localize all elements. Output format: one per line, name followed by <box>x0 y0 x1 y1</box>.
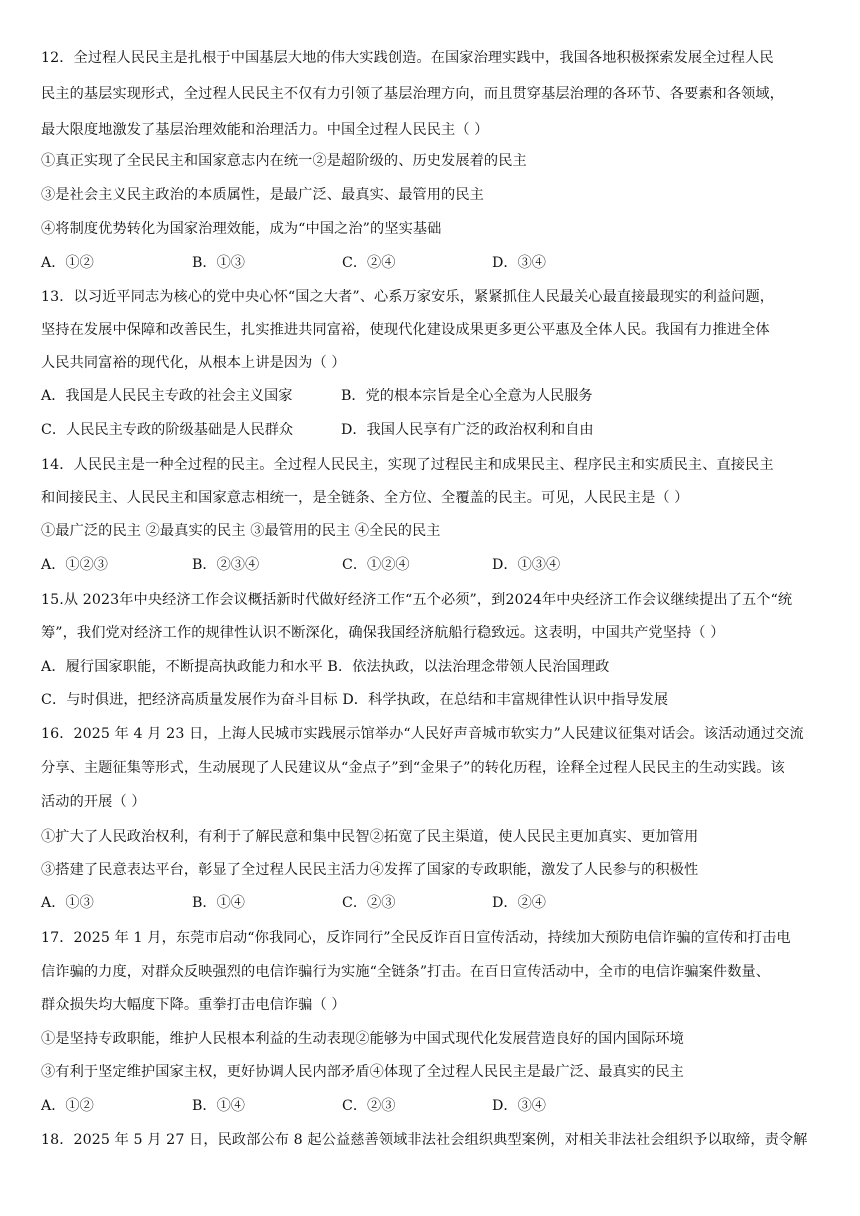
option-c[interactable]: C．②③ <box>342 1098 396 1114</box>
q13-stem-line-1: 13．以习近平同志为核心的党中央心怀“国之大者”、心系万家安乐，紧紧抓住人民最关心最直接最现实的利益问题， <box>41 289 775 305</box>
option-d[interactable]: D．③④ <box>492 255 546 271</box>
option-c[interactable]: C．①②④ <box>342 557 410 573</box>
q12-options <box>41 253 831 273</box>
q15-stem-line-2: 筹”，我们党对经济工作的规律性认识不断深化，确保我国经济航船行稳致远。这表明，中国共产党坚持（ ） <box>41 625 725 641</box>
option-a[interactable]: A．①②③ <box>41 557 108 573</box>
option-c[interactable]: C．②③ <box>342 895 396 911</box>
option-b[interactable]: B．①③ <box>192 255 245 271</box>
q12-statement-2: ③是社会主义民主政治的本质属性，是最广泛、最真实、最管用的民主 <box>41 187 484 203</box>
option-c[interactable]: C．②④ <box>342 255 396 271</box>
option-b[interactable]: B．②③④ <box>192 557 260 573</box>
option-c[interactable]: C．人民民主专政的阶级基础是人民群众 <box>41 422 294 438</box>
q18-stem-line-1: 18．2025 年 5 月 27 日，民政部公布 8 起公益慈善领域非法社会组织典型案例，对相关非法社会组织予以取缔，责令解 <box>41 1132 808 1148</box>
q13-options-row-1 <box>41 386 831 406</box>
option-a[interactable]: A．①② <box>41 1098 94 1114</box>
q16-stem-line-3: 活动的开展（ ） <box>41 794 146 810</box>
option-d[interactable]: D．②④ <box>492 895 546 911</box>
q15-options-row-2[interactable]: C．与时俱进，把经济高质量发展作为奋斗目标 D．科学执政，在总结和丰富规律性认识中指导发展 <box>41 692 669 708</box>
q12-statement-1: ①真正实现了全民民主和国家意志内在统一②是超阶级的、历史发展着的民主 <box>41 153 527 169</box>
q17-stem-line-3: 群众损失均大幅度下降。重拳打击电信诈骗（ ） <box>41 997 346 1013</box>
q16-statement-1: ①扩大了人民政治权利，有利于了解民意和集中民智②拓宽了民主渠道，使人民民主更加真实、更加管用 <box>41 829 699 845</box>
q17-statement-1: ①是坚持专政职能，维护人民根本利益的生动表现②能够为中国式现代化发展营造良好的国内国际环境 <box>41 1031 684 1047</box>
q15-options-row-1[interactable]: A．履行国家职能，不断提高执政能力和水平 B．依法执政，以法治理念带领人民治国理政 <box>41 659 610 675</box>
q16-options <box>41 893 831 913</box>
option-d[interactable]: D．我国人民享有广泛的政治权利和自由 <box>341 422 594 438</box>
q13-stem-line-3: 人民共同富裕的现代化，从根本上讲是因为（ ） <box>41 355 346 371</box>
q16-stem-line-1: 16．2025 年 4 月 23 日，上海人民城市实践展示馆举办“人民好声音城市软实力”人民建议征集对话会。该活动通过交流 <box>41 726 804 742</box>
q13-options-row-2 <box>41 420 831 440</box>
q14-options <box>41 555 831 575</box>
q12-stem-line-2: 民主的基层实现形式，全过程人民民主不仅有力引领了基层治理方向，而且贯穿基层治理的各环节、各要素和各领域， <box>41 86 784 102</box>
option-b[interactable]: B．①④ <box>192 1098 245 1114</box>
q14-stem-line-2: 和间接民主、人民民主和国家意志相统一，是全链条、全方位、全覆盖的民主。可见，人民民主是（ ） <box>41 490 689 506</box>
q16-stem-line-2: 分享、主题征集等形式，生动展现了人民建议从“金点子”到“金果子”的转化历程，诠释全过程人民民主的生动实践。该 <box>41 760 785 776</box>
q16-statement-2: ③搭建了民意表达平台，彰显了全过程人民民主活力④发挥了国家的专政职能，激发了人民参与的积极性 <box>41 862 699 878</box>
q17-stem-line-2: 信诈骗的力度，对群众反映强烈的电信诈骗行为实施“全链条”打击。在百日宣传活动中，全市的电信诈骗案件数量、 <box>41 964 771 980</box>
q17-statement-2: ③有利于坚定维护国家主权，更好协调人民内部矛盾④体现了全过程人民民主是最广泛、最真实的民主 <box>41 1064 684 1080</box>
option-a[interactable]: A．①② <box>41 255 94 271</box>
option-b[interactable]: B．党的根本宗旨是全心全意为人民服务 <box>341 388 593 404</box>
option-d[interactable]: D．①③④ <box>492 557 561 573</box>
q12-stem-line-3: 最大限度地激发了基层治理效能和治理活力。中国全过程人民民主（ ） <box>41 122 489 138</box>
q14-statement-1: ①最广泛的民主 ②最真实的民主 ③最管用的民主 ④全民的民主 <box>41 523 441 539</box>
q15-stem-line-1: 15.从 2023年中央经济工作会议概括新时代做好经济工作“五个必须”，到2024年中央经济工作会议继续提出了五个“统 <box>41 592 793 608</box>
q12-statement-3: ④将制度优势转化为国家治理效能，成为“中国之治”的坚实基础 <box>41 221 442 237</box>
option-a[interactable]: A．①③ <box>41 895 94 911</box>
q14-stem-line-1: 14．人民民主是一种全过程的民主。全过程人民民主，实现了过程民主和成果民主、程序民主和实质民主、直接民主 <box>41 457 774 473</box>
option-a[interactable]: A．我国是人民民主专政的社会主义国家 <box>41 388 293 404</box>
option-d[interactable]: D．③④ <box>492 1098 546 1114</box>
option-b[interactable]: B．①④ <box>192 895 245 911</box>
q12-stem-line-1: 12．全过程人民民主是扎根于中国基层大地的伟大实践创造。在国家治理实践中，我国各地积极探索发展全过程人民 <box>41 50 774 66</box>
q17-stem-line-1: 17．2025 年 1 月，东莞市启动“你我同心，反诈同行”全民反诈百日宣传活动，持续加大预防电信诈骗的宣传和打击电 <box>41 930 791 946</box>
q13-stem-line-2: 坚持在发展中保障和改善民生，扎实推进共同富裕，使现代化建设成果更多更公平惠及全体人民。我国有力推进全体 <box>41 322 770 338</box>
q17-options <box>41 1096 831 1116</box>
